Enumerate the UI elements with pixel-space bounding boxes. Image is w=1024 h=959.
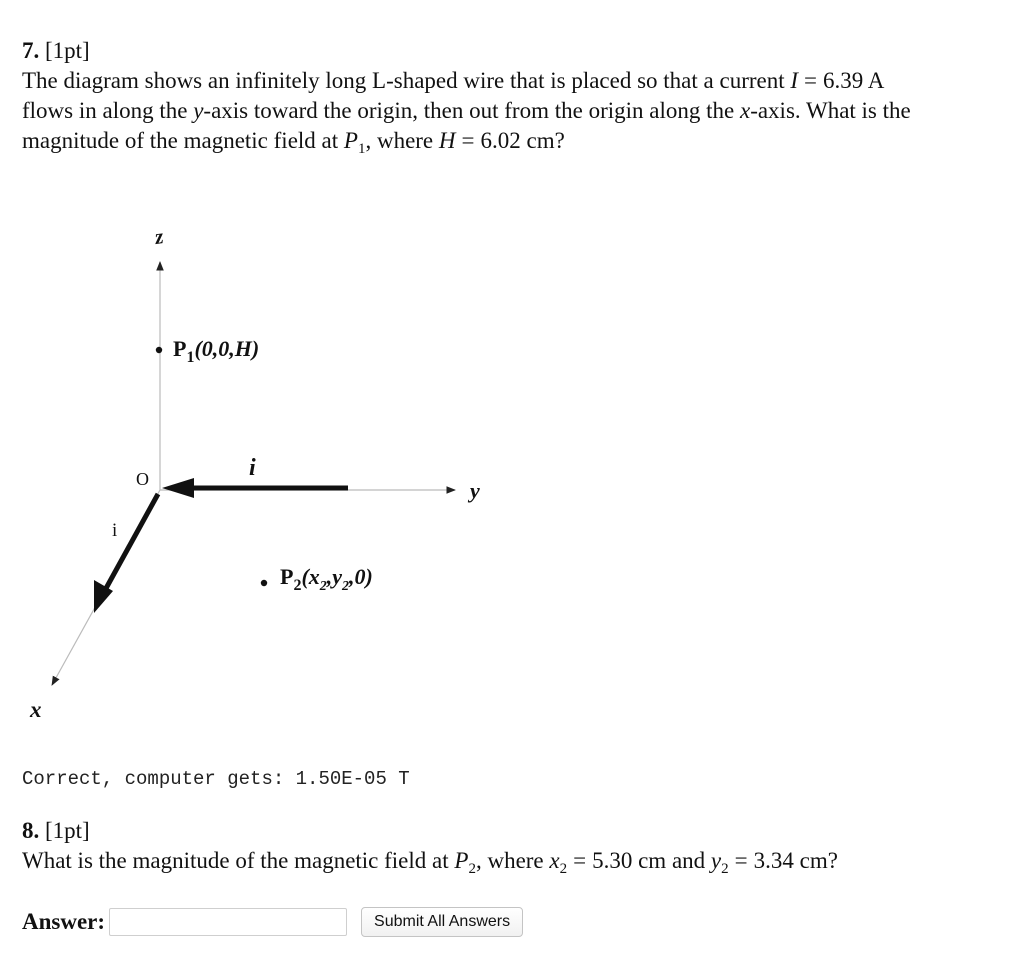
h-value: 6.02 cm? — [480, 128, 565, 153]
y2-value: 3.34 cm? — [753, 848, 838, 873]
question-points: [1pt] — [45, 818, 90, 843]
question-text: , where — [365, 128, 434, 153]
question-number: 8. — [22, 818, 40, 843]
answer-label: Answer: — [22, 909, 106, 934]
current-value: 6.39 A — [823, 68, 885, 93]
question-text: -axis toward the origin, then out from the origin along the — [203, 98, 735, 123]
question-text: What is the magnitude of the magnetic field at — [22, 848, 449, 873]
x2-value: 5.30 cm and — [592, 848, 706, 873]
equals-sign: = — [461, 128, 475, 153]
point-symbol: P — [343, 128, 358, 153]
question-text: -axis. What is the — [750, 98, 911, 123]
question-7-header — [22, 36, 1008, 66]
question-7-line-3 — [22, 126, 1008, 156]
submit-all-answers-button[interactable]: Submit All Answers — [361, 907, 523, 937]
answer-input[interactable] — [109, 908, 347, 936]
question-text: flows in along the — [22, 98, 188, 123]
answer-feedback: Correct, computer gets: 1.50E-05 T — [22, 768, 410, 790]
origin-label: O — [136, 469, 149, 489]
wire-y-arrowhead — [162, 478, 194, 498]
question-points: [1pt] — [45, 38, 90, 63]
x2-symbol: x — [549, 848, 560, 873]
y2-subscript: 2 — [721, 861, 729, 877]
question-text: , where — [475, 848, 544, 873]
point-p2-label: $P_2(x_2,y_2,0)$ — [280, 564, 373, 594]
current-label-x: i — [112, 520, 118, 541]
question-8 — [22, 816, 1008, 876]
equals-sign: = — [804, 68, 818, 93]
point-p1-label: $P_1(0,0,H)$ — [173, 336, 260, 366]
h-symbol: H — [438, 128, 456, 153]
x-variable: x — [739, 98, 751, 123]
question-8-header — [22, 816, 1008, 846]
question-text: The diagram shows an infinitely long L-shaped wire that is placed so that a current — [22, 68, 785, 93]
question-text: magnitude of the magnetic field at — [22, 128, 339, 153]
question-7 — [22, 36, 1008, 156]
y-axis-label: y — [470, 478, 480, 503]
y-variable: y — [193, 98, 204, 123]
point-p2-marker — [261, 580, 267, 586]
z-axis-label: z — [153, 224, 165, 249]
current-symbol: I — [790, 68, 799, 93]
wire-diagram — [0, 220, 560, 730]
equals-sign: = — [734, 848, 748, 873]
answer-row — [22, 906, 523, 938]
point-p1-marker — [156, 347, 162, 353]
equals-sign: = — [573, 848, 587, 873]
point-symbol: P — [454, 848, 469, 873]
x2-subscript: 2 — [559, 861, 568, 877]
point-subscript: 1 — [357, 141, 366, 157]
question-number: 7. — [22, 38, 40, 63]
question-7-line-2 — [22, 96, 1008, 126]
question-8-text — [22, 846, 1008, 876]
point-subscript: 2 — [468, 861, 476, 877]
question-7-line-1 — [22, 66, 1008, 96]
current-label-y: i — [249, 455, 256, 481]
x-axis-label: x — [30, 697, 42, 722]
wire-x-segment — [104, 494, 158, 592]
y2-symbol: y — [710, 848, 722, 873]
